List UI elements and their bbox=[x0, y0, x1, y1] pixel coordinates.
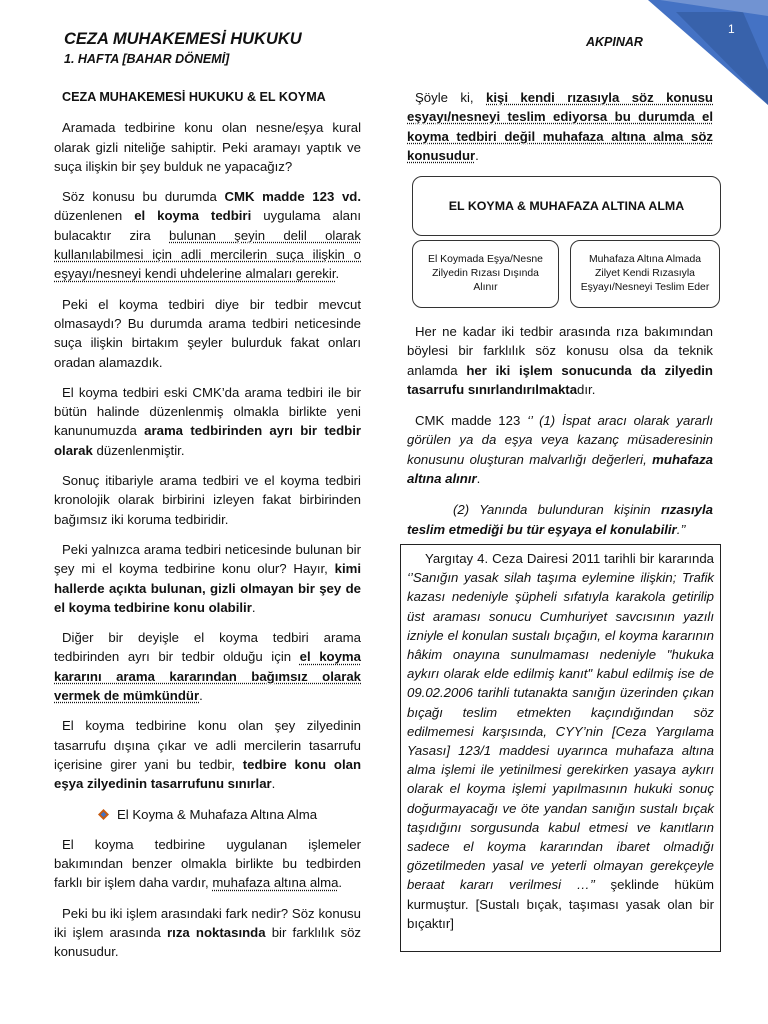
paragraph: Söz konusu bu durumda CMK madde 123 vd. düzenlenen el koyma tedbiri uygulama alanı bulacaktır zira bulunan şeyin delil olarak kullanılabilmesi için adli mercilerin suça ilişkin o eşyayı/nesneyi kendi uhdelerine almaları gerekir. bbox=[54, 189, 361, 282]
law-quote: CMK madde 123 ‘’ (1) İspat aracı olarak yararlı görülen ya da eşya veya kazanç müsaderesinin konusunu oluşturan malvarlığı değerleri, muhafaza altına alınır. bbox=[407, 413, 713, 487]
paragraph: Peki bu iki işlem arasındaki fark nedir? Söz konusu iki işlem arasında rıza noktasında bir farklılık söz konusudur. bbox=[54, 905, 361, 960]
bullet-label: El Koyma & Muhafaza Altına Alma bbox=[116, 806, 318, 822]
comparison-diagram bbox=[412, 176, 722, 312]
paragraph: El koyma tedbirine uygulanan işlemeler bakımından benzer olmakla birlikte bu tedbirden farklı bir işlem daha vardır, muhafaza altına alma. bbox=[54, 836, 361, 891]
document-subtitle: 1. HAFTA [BAHAR DÖNEMİ] bbox=[64, 52, 230, 66]
paragraph: Peki el koyma tedbiri diye bir tedbir mevcut olmasaydı? Bu durumda arama tedbiri neticesinde suça ilişkin birtakım şeyler bulurduk fakat onları oradan alamazdık. bbox=[54, 296, 361, 370]
law-quote: (2) Yanında bulunduran kişinin rızasıyla teslim etmediği bu tür eşyaya el konulabilir.’’ bbox=[407, 502, 713, 537]
paragraph: Sonuç itibariyle arama tedbiri ve el koyma tedbiri kronolojik olarak birbirini izleyen fakat birbirinden bağımsız iki koruma tedbiridir. bbox=[54, 473, 361, 527]
paragraph: Diğer bir deyişle el koyma tedbiri arama tedbirinden ayrı bir tedbir olduğu için el koyma kararını arama kararından bağımsız olarak vermek de mümkündür. bbox=[54, 630, 361, 704]
diagram-left-box: El Koymada Eşya/Nesne Zilyedin Rızası Dışında Alınır bbox=[412, 240, 559, 308]
diagram-main-box: EL KOYMA & MUHAFAZA ALTINA ALMA bbox=[412, 176, 721, 236]
right-column-bottom bbox=[407, 322, 713, 551]
left-column bbox=[54, 88, 361, 973]
right-column-top bbox=[407, 88, 713, 176]
bullet-item bbox=[54, 805, 361, 824]
diagram-right-box: Muhafaza Altına Almada Zilyet Kendi Rızasıyla Eşyayı/Nesneyi Teslim Eder bbox=[570, 240, 720, 308]
document-title: CEZA MUHAKEMESİ HUKUKU bbox=[64, 30, 302, 48]
paragraph: El koyma tedbiri eski CMK’da arama tedbiri ile bir bütün halinde düzenlenmiş olmakla birlikte yeni kanunumuzda arama tedbirinden ayrı bir tedbir olarak düzenlenmiştir. bbox=[54, 384, 361, 458]
quote-outro: şeklinde hüküm kurmuştur. [Sustalı bıçak, taşıması yasak olan bir bıçaktır] bbox=[407, 877, 714, 931]
paragraph: El koyma tedbirine konu olan şey zilyedinin tasarrufu dışına çıkar ve adli mercilerin tasarrufu içerisine girer yani bu tedbir, tedbire konu olan eşya zilyedinin tasarrufunu sınırlar. bbox=[54, 718, 362, 792]
author-name: AKPINAR bbox=[586, 35, 643, 49]
paragraph: Şöyle ki, kişi kendi rızasıyla söz konusu eşyayı/nesneyi teslim ediyorsa bu durumda el koyma tedbiri değil muhafaza altına alma söz konusudur. bbox=[407, 90, 713, 163]
section-heading: CEZA MUHAKEMESİ HUKUKU & EL KOYMA bbox=[62, 90, 326, 104]
court-decision-box bbox=[400, 544, 721, 952]
page-number: 1 bbox=[728, 22, 735, 36]
paragraph: Aramada tedbirine konu olan nesne/eşya kural olarak gizli niteliğe sahiptir. Peki aramayı yaptık ve suça ilişkin bir şey bulduk ne yapacağız? bbox=[54, 120, 361, 174]
diamond-bullet-icon bbox=[98, 809, 109, 820]
paragraph: Peki yalnızca arama tedbiri neticesinde bulunan bir şey mi el koyma tedbirine konu olur? Hayır, kimi hallerde açıkta bulunan, gizli olmayan bir şey de el koyma tedbirine konu olabilir. bbox=[54, 541, 361, 615]
quote-text: ‘’Sanığın yasak silah taşıma eylemine ilişkin; Trafik kazası nedeniyle şüpheli sıfatıyla karakola getirilip üst araması sonucu Cumhuriyet savcısının yazılı izniyle el konulan sustalı bıçağın, el koyma kararının hâkim onayına sunulmaması nedeniyle "hukuka aykırı olarak elde edilmiş kanıt" kabul edilmiş ise de 09.02.2006 tarihli tutanakta sanığın üzerinden çıkan bıçağı teslim etmekten kaçındığından söz edilmemesi karşısında, CYY’nin [Ceza Yargılama Yasası] 123/1 maddesi uyarınca muhafaza altına alma işlemi ile yetinilmesi gerekirken yasaya aykırı olarak el koyma işlemi yapılmasının hukuki sonuç doğurmayacağı ve öte yandan sanığın sustalı bıçak taşıdığını sorgusunda kabul etmesi ve kanıtların sadece el koyma kararından ibaret olmadığı gözetilmeden yasal ve yeterli olmayan gerekçeyle beraat kararı verilmesi …’’ bbox=[407, 570, 714, 893]
paragraph: Her ne kadar iki tedbir arasında rıza bakımından böylesi bir farklılık söz konusu olsa da teknik anlamda her iki işlem sonucunda da zilyedin tasarrufu sınırlandırılmaktadır. bbox=[407, 324, 713, 397]
quote-intro: Yargıtay 4. Ceza Dairesi 2011 tarihli bir kararında bbox=[425, 551, 714, 566]
